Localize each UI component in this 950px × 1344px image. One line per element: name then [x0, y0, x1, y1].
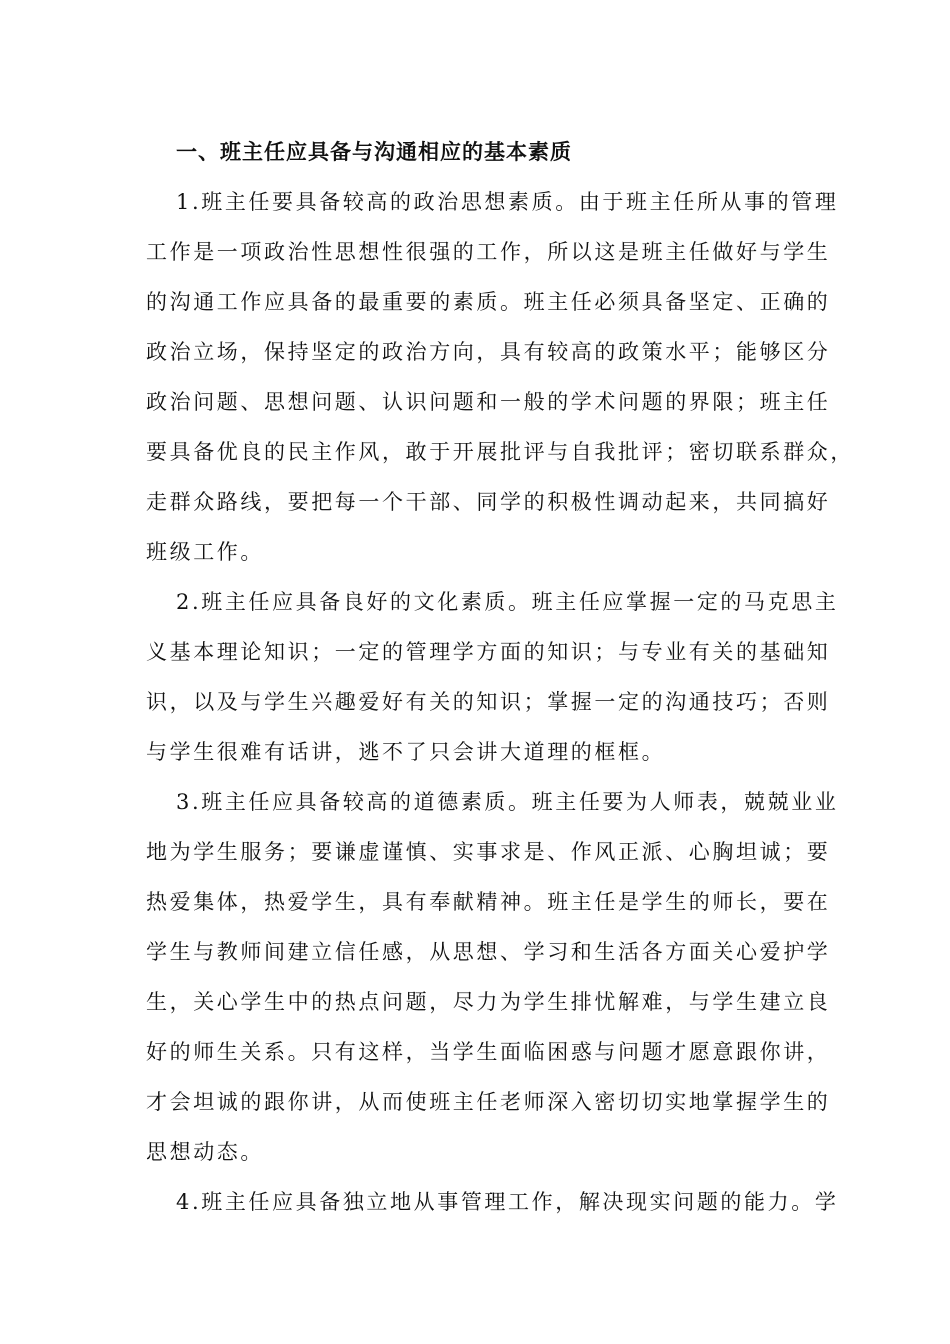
paragraph-2-line-4: 与学生很难有话讲，逃不了只会讲大道理的框框。 — [146, 740, 666, 764]
paragraph-3-line-3: 热爱集体，热爱学生，具有奉献精神。班主任是学生的师长，要在 — [146, 890, 831, 914]
paragraph-4-line-1: 4.班主任应具备独立地从事管理工作，解决现实问题的能力。学 — [176, 1190, 839, 1214]
paragraph-1-line-6: 要具备优良的民主作风，敢于开展批评与自我批评；密切联系群众， — [146, 440, 854, 464]
section-heading: 一、班主任应具备与沟通相应的基本素质 — [176, 139, 572, 164]
paragraph-1-line-8: 班级工作。 — [146, 540, 264, 564]
paragraph-1-line-2: 工作是一项政治性思想性很强的工作，所以这是班主任做好与学生 — [146, 240, 831, 264]
paragraph-1-line-3: 的沟通工作应具备的最重要的素质。班主任必须具备坚定、正确的 — [146, 290, 831, 314]
paragraph-3-line-2: 地为学生服务；要谦虚谨慎、实事求是、作风正派、心胸坦诚；要 — [146, 840, 831, 864]
paragraph-1-line-1: 1.班主任要具备较高的政治思想素质。由于班主任所从事的管理 — [176, 190, 839, 214]
paragraph-3-line-6: 好的师生关系。只有这样，当学生面临困惑与问题才愿意跟你讲， — [146, 1040, 831, 1064]
paragraph-1-line-4: 政治立场，保持坚定的政治方向，具有较高的政策水平；能够区分 — [146, 340, 831, 364]
paragraph-2-line-3: 识，以及与学生兴趣爱好有关的知识；掌握一定的沟通技巧；否则 — [146, 690, 831, 714]
paragraph-3-line-8: 思想动态。 — [146, 1140, 264, 1164]
paragraph-2-line-2: 义基本理论知识；一定的管理学方面的知识；与专业有关的基础知 — [146, 640, 831, 664]
paragraph-1-line-7: 走群众路线，要把每一个干部、同学的积极性调动起来，共同搞好 — [146, 490, 831, 514]
paragraph-1-line-5: 政治问题、思想问题、认识问题和一般的学术问题的界限；班主任 — [146, 390, 831, 414]
paragraph-3-line-5: 生，关心学生中的热点问题，尽力为学生排忧解难，与学生建立良 — [146, 990, 831, 1014]
paragraph-3-line-1: 3.班主任应具备较高的道德素质。班主任要为人师表，兢兢业业 — [176, 790, 839, 814]
paragraph-2-line-1: 2.班主任应具备良好的文化素质。班主任应掌握一定的马克思主 — [176, 590, 839, 614]
paragraph-3-line-4: 学生与教师间建立信任感，从思想、学习和生活各方面关心爱护学 — [146, 940, 831, 964]
paragraph-3-line-7: 才会坦诚的跟你讲，从而使班主任老师深入密切切实地掌握学生的 — [146, 1090, 831, 1114]
